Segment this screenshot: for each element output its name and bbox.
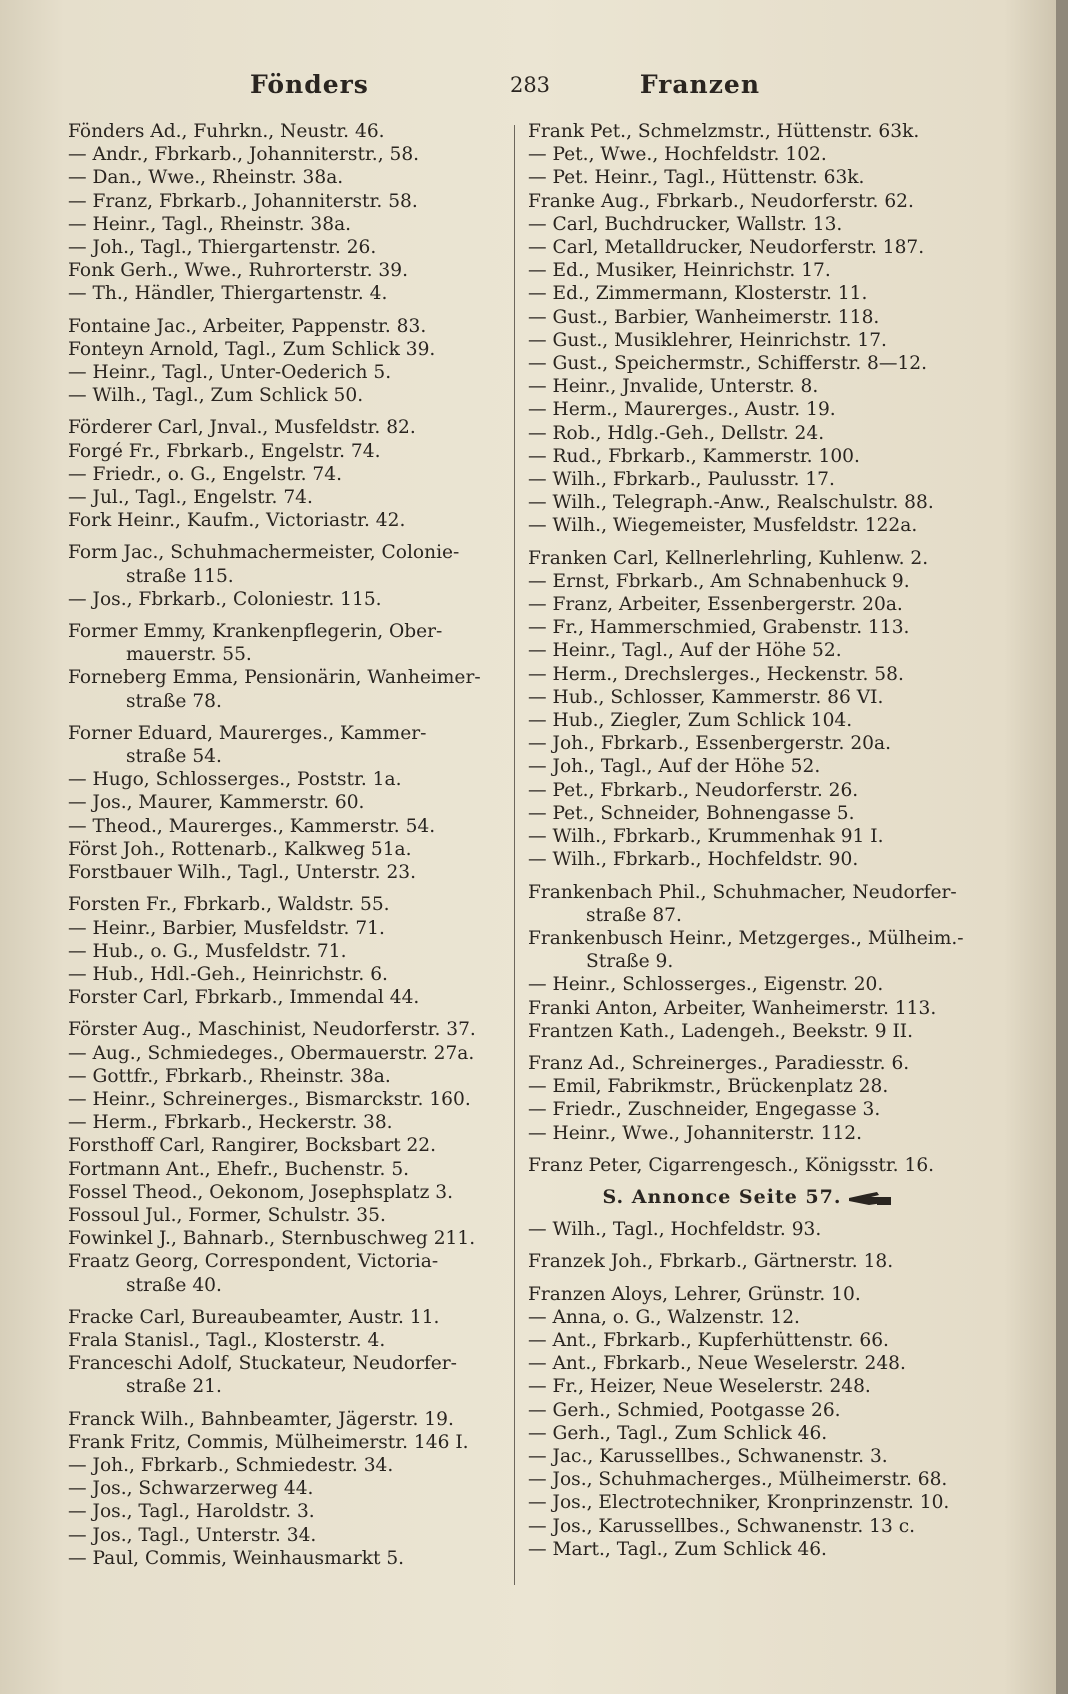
directory-entry <box>528 732 968 755</box>
entry-line: Forsthoff Carl, Rangirer, Bocksbart 22. <box>68 1135 437 1157</box>
directory-entry <box>68 838 498 861</box>
directory-entry <box>68 588 498 611</box>
entry-line: — Wilh., Fbrkarb., Hochfeldstr. 90. <box>528 849 859 871</box>
entry-line: — Heinr., Jnvalide, Unterstr. 8. <box>528 376 819 398</box>
entry-line: — Jos., Karussellbes., Schwanenstr. 13 c. <box>528 1515 916 1537</box>
directory-entry <box>528 927 968 973</box>
entry-continuation-line: straße 40. <box>126 1274 222 1296</box>
directory-entry <box>528 1375 968 1398</box>
entry-line: Fork Heinr., Kaufm., Victoriastr. 42. <box>68 510 406 532</box>
entry-line: Fossoul Jul., Former, Schulstr. 35. <box>68 1204 386 1226</box>
entry-line: — Wilh., Telegraph.-Anw., Realschulstr. 88. <box>528 492 934 514</box>
directory-entry <box>68 384 498 407</box>
directory-entry <box>68 1306 498 1329</box>
directory-entry <box>68 190 498 213</box>
directory-entry <box>68 486 498 509</box>
entry-line: — Franz, Arbeiter, Essenbergerstr. 20a. <box>528 594 903 616</box>
directory-entry <box>68 1088 498 1111</box>
directory-entry <box>528 1283 968 1306</box>
directory-entry <box>528 1352 968 1375</box>
entry-continuation-line: straße 78. <box>126 690 222 712</box>
directory-entry <box>68 986 498 1009</box>
directory-entry <box>528 1422 968 1445</box>
directory-entry <box>528 997 968 1020</box>
directory-entry <box>68 620 498 666</box>
page-number: 283 <box>509 73 551 97</box>
directory-entry <box>68 213 498 236</box>
entry-line: — Joh., Fbrkarb., Schmiedestr. 34. <box>68 1454 394 1476</box>
entry-line: Fonk Gerh., Wwe., Ruhrorterstr. 39. <box>68 260 408 282</box>
entry-line: — Herm., Maurerges., Austr. 19. <box>528 399 836 421</box>
entry-line: — Jos., Maurer, Kammerstr. 60. <box>68 792 365 814</box>
directory-entry <box>528 306 968 329</box>
directory-entry <box>68 815 498 838</box>
entry-line: — Jos., Electrotechniker, Kronprinzenstr. 10. <box>528 1492 950 1514</box>
entry-line: — Heinr., Wwe., Johanniterstr. 112. <box>528 1122 863 1144</box>
entry-line: — Gust., Speichermstr., Schifferstr. 8—12. <box>528 353 928 375</box>
page-edge <box>1056 0 1068 1694</box>
entry-line: Fönders Ad., Fuhrkn., Neustr. 46. <box>68 121 385 142</box>
entry-line: — Pet., Schneider, Bohnengasse 5. <box>528 802 855 824</box>
entry-line: — Jos., Schuhmacherges., Mülheimerstr. 68. <box>528 1469 948 1491</box>
entry-line: Förderer Carl, Jnval., Musfeldstr. 82. <box>68 417 416 439</box>
header-left-keyword: Fönders <box>250 70 369 99</box>
entry-line: Forsten Fr., Fbrkarb., Waldstr. 55. <box>68 894 390 916</box>
directory-entry <box>528 1538 968 1561</box>
directory-entry <box>68 541 498 587</box>
entry-line: Franz Ad., Schreinerges., Paradiesstr. 6. <box>528 1052 910 1074</box>
directory-entry <box>68 917 498 940</box>
entry-line: — Ant., Fbrkarb., Neue Weselerstr. 248. <box>528 1353 906 1375</box>
entry-continuation-line: mauerstr. 55. <box>126 644 252 666</box>
directory-entry <box>528 616 968 639</box>
directory-entry <box>68 338 498 361</box>
directory-entry <box>68 463 498 486</box>
entry-line: — Andr., Fbrkarb., Johanniterstr., 58. <box>68 144 420 166</box>
directory-entry <box>528 1445 968 1468</box>
entry-line: — Wilh., Wiegemeister, Musfeldstr. 122a. <box>528 515 918 537</box>
entry-line: Fonteyn Arnold, Tagl., Zum Schlick 39. <box>68 338 436 360</box>
entry-line: — Hugo, Schlosserges., Poststr. 1a. <box>68 769 402 791</box>
entry-line: — Hub., Ziegler, Zum Schlick 104. <box>528 710 853 732</box>
directory-entry <box>528 259 968 282</box>
directory-entry <box>528 1515 968 1538</box>
directory-entry <box>68 509 498 532</box>
directory-entry <box>68 1352 498 1398</box>
directory-entry <box>68 259 498 282</box>
directory-entry <box>528 779 968 802</box>
entry-line: — Jos., Schwarzerweg 44. <box>68 1478 314 1500</box>
entry-line: — Franz, Fbrkarb., Johanniterstr. 58. <box>68 190 418 212</box>
entry-line: Former Emmy, Krankenpflegerin, Ober- <box>68 621 443 643</box>
directory-entry <box>528 755 968 778</box>
directory-entry <box>528 1122 968 1145</box>
entry-line: — Wilh., Tagl., Hochfeldstr. 93. <box>528 1219 822 1241</box>
directory-entry <box>68 1018 498 1041</box>
entry-line: Fracke Carl, Bureaubeamter, Austr. 11. <box>68 1306 440 1328</box>
entry-continuation-line: straße 21. <box>126 1376 222 1398</box>
entry-line: — Jos., Tagl., Unterstr. 34. <box>68 1524 317 1546</box>
entry-line: Forgé Fr., Fbrkarb., Engelstr. 74. <box>68 440 381 462</box>
directory-entry <box>68 236 498 259</box>
directory-entry <box>528 881 968 927</box>
entry-line: — Theod., Maurerges., Kammerstr. 54. <box>68 815 436 837</box>
entry-line: Forneberg Emma, Pensionärin, Wanheimer- <box>68 667 481 689</box>
directory-entry <box>528 686 968 709</box>
entry-line: Frank Pet., Schmelzmstr., Hüttenstr. 63k. <box>528 121 920 142</box>
directory-entry <box>528 825 968 848</box>
entry-line: Forner Eduard, Maurerges., Kammer- <box>68 722 427 744</box>
annonce-reference <box>528 1186 968 1209</box>
directory-entry <box>68 315 498 338</box>
entry-line: — Hub., Schlosser, Kammerstr. 86 VI. <box>528 686 884 708</box>
entry-line: — Herm., Drechslerges., Heckenstr. 58. <box>528 663 904 685</box>
entry-line: — Ernst, Fbrkarb., Am Schnabenhuck 9. <box>528 570 910 592</box>
directory-entry <box>528 973 968 996</box>
entry-line: — Jul., Tagl., Engelstr. 74. <box>68 487 313 509</box>
entry-line: — Gust., Barbier, Wanheimerstr. 118. <box>528 306 880 328</box>
entry-line: — Gust., Musiklehrer, Heinrichstr. 17. <box>528 329 887 351</box>
directory-entry <box>528 491 968 514</box>
entry-line: — Jos., Tagl., Haroldstr. 3. <box>68 1501 315 1523</box>
entry-line: — Ed., Zimmermann, Klosterstr. 11. <box>528 283 868 305</box>
directory-entry <box>68 1158 498 1181</box>
directory-entry <box>68 1134 498 1157</box>
entry-line: — Aug., Schmiedeges., Obermauerstr. 27a. <box>68 1042 475 1064</box>
entry-line: — Wilh., Fbrkarb., Paulusstr. 17. <box>528 469 835 491</box>
directory-entry <box>68 440 498 463</box>
entry-line: — Th., Händler, Thiergartenstr. 4. <box>68 283 388 305</box>
entry-line: Frankenbach Phil., Schuhmacher, Neudorfer- <box>528 881 957 903</box>
entry-line: Fraatz Georg, Correspondent, Victoria- <box>68 1251 439 1273</box>
entry-line: Form Jac., Schuhmachermeister, Colonie- <box>68 542 460 564</box>
entry-line: — Emil, Fabrikmstr., Brückenplatz 28. <box>528 1076 889 1098</box>
entry-line: — Pet. Heinr., Tagl., Hüttenstr. 63k. <box>528 167 865 189</box>
directory-entry <box>68 1477 498 1500</box>
header-right-keyword: Franzen <box>639 70 760 99</box>
directory-entry <box>528 1020 968 1043</box>
directory-entry <box>528 213 968 236</box>
entry-line: Förster Aug., Maschinist, Neudorferstr. 37. <box>68 1019 476 1041</box>
directory-entry <box>68 1227 498 1250</box>
directory-entry <box>528 514 968 537</box>
entry-line: — Wilh., Tagl., Zum Schlick 50. <box>68 385 364 407</box>
directory-entry <box>68 1500 498 1523</box>
page-header <box>60 70 1000 110</box>
entry-line: — Carl, Buchdrucker, Wallstr. 13. <box>528 213 843 235</box>
entry-line: — Wilh., Fbrkarb., Krummenhak 91 I. <box>528 826 884 848</box>
directory-entry <box>528 848 968 871</box>
directory-entry <box>528 468 968 491</box>
directory-entry <box>528 547 968 570</box>
directory-entry <box>68 1329 498 1352</box>
directory-entry <box>528 1399 968 1422</box>
entry-line: Franke Aug., Fbrkarb., Neudorferstr. 62. <box>528 190 914 212</box>
directory-entry <box>528 663 968 686</box>
entry-line: Frantzen Kath., Ladengeh., Beekstr. 9 II. <box>528 1020 914 1042</box>
entry-line: — Fr., Heizer, Neue Weselerstr. 248. <box>528 1376 871 1398</box>
directory-entry <box>68 722 498 768</box>
entry-line: — Joh., Tagl., Thiergartenstr. 26. <box>68 237 377 259</box>
directory-entry <box>68 1250 498 1296</box>
directory-entry <box>528 190 968 213</box>
annonce-text: S. Annonce Seite 57. <box>602 1185 842 1208</box>
directory-entry <box>68 1204 498 1227</box>
entry-line: — Heinr., Barbier, Musfeldstr. 71. <box>68 917 385 939</box>
entry-line: Frank Fritz, Commis, Mülheimerstr. 146 I. <box>68 1431 469 1453</box>
entry-line: Forstbauer Wilh., Tagl., Unterstr. 23. <box>68 862 417 884</box>
directory-entry <box>528 1154 968 1177</box>
directory-entry <box>68 1111 498 1134</box>
directory-entry <box>528 1218 968 1241</box>
entry-line: — Herm., Fbrkarb., Heckerstr. 38. <box>68 1112 393 1134</box>
entry-line: Franken Carl, Kellnerlehrling, Kuhlenw. 2. <box>528 547 929 569</box>
entry-continuation-line: straße 87. <box>586 904 682 926</box>
entry-line: — Heinr., Schlosserges., Eigenstr. 20. <box>528 974 884 996</box>
entry-line: Fortmann Ant., Ehefr., Buchenstr. 5. <box>68 1158 410 1180</box>
directory-entry <box>68 1431 498 1454</box>
entry-line: — Hub., o. G., Musfeldstr. 71. <box>68 940 347 962</box>
entry-line: Först Joh., Rottenarb., Kalkweg 51a. <box>68 838 412 860</box>
entry-line: Franz Peter, Cigarrengesch., Königsstr. 16. <box>528 1154 935 1176</box>
entry-line: Franzen Aloys, Lehrer, Grünstr. 10. <box>528 1283 861 1305</box>
entry-line: — Pet., Fbrkarb., Neudorferstr. 26. <box>528 779 859 801</box>
directory-entry <box>528 802 968 825</box>
directory-entry <box>528 1329 968 1352</box>
entry-line: — Joh., Fbrkarb., Essenbergerstr. 20a. <box>528 733 891 755</box>
column-divider <box>514 125 515 1585</box>
entry-line: — Heinr., Tagl., Rheinstr. 38a. <box>68 213 352 235</box>
directory-entry <box>68 1408 498 1431</box>
directory-entry <box>68 166 498 189</box>
entry-line: Franki Anton, Arbeiter, Wanheimerstr. 113. <box>528 997 937 1019</box>
directory-entry <box>528 709 968 732</box>
directory-entry <box>68 1547 498 1570</box>
entry-line: — Dan., Wwe., Rheinstr. 38a. <box>68 167 344 189</box>
entry-line: Frankenbusch Heinr., Metzgerges., Mülheim.- <box>528 927 964 949</box>
pointing-hand-icon <box>847 1189 893 1207</box>
entry-line: — Jac., Karussellbes., Schwanenstr. 3. <box>528 1445 888 1467</box>
directory-entry <box>68 1065 498 1088</box>
directory-entry <box>68 963 498 986</box>
directory-entry <box>68 1454 498 1477</box>
directory-entry <box>68 1524 498 1547</box>
directory-entry <box>68 791 498 814</box>
entry-line: — Carl, Metalldrucker, Neudorferstr. 187. <box>528 237 925 259</box>
entry-line: Forster Carl, Fbrkarb., Immendal 44. <box>68 987 420 1009</box>
directory-entry <box>528 329 968 352</box>
entry-line: — Hub., Hdl.-Geh., Heinrichstr. 6. <box>68 963 388 985</box>
entry-line: — Ed., Musiker, Heinrichstr. 17. <box>528 260 831 282</box>
directory-entry <box>528 1075 968 1098</box>
entry-continuation-line: straße 54. <box>126 746 222 768</box>
entry-line: — Mart., Tagl., Zum Schlick 46. <box>528 1538 827 1560</box>
entry-line: — Rud., Fbrkarb., Kammerstr. 100. <box>528 445 860 467</box>
directory-entry <box>528 639 968 662</box>
entry-line: — Fr., Hammerschmied, Grabenstr. 113. <box>528 617 910 639</box>
entry-line: — Joh., Tagl., Auf der Höhe 52. <box>528 756 821 778</box>
directory-entry <box>528 422 968 445</box>
directory-entry <box>68 143 498 166</box>
directory-entry <box>528 375 968 398</box>
directory-entry <box>68 361 498 384</box>
entry-line: — Friedr., o. G., Engelstr. 74. <box>68 463 342 485</box>
entry-line: Franck Wilh., Bahnbeamter, Jägerstr. 19. <box>68 1408 454 1430</box>
directory-entry <box>68 282 498 305</box>
directory-entry <box>528 282 968 305</box>
entry-line: — Pet., Wwe., Hochfeldstr. 102. <box>528 144 827 166</box>
directory-entry <box>68 666 498 712</box>
entry-line: Frala Stanisl., Tagl., Klosterstr. 4. <box>68 1329 386 1351</box>
directory-entry <box>68 861 498 884</box>
directory-entry <box>68 416 498 439</box>
directory-entry <box>528 166 968 189</box>
directory-entry <box>528 1250 968 1273</box>
directory-entry <box>528 143 968 166</box>
entry-line: — Ant., Fbrkarb., Kupferhüttenstr. 66. <box>528 1329 889 1351</box>
directory-entry <box>68 768 498 791</box>
entry-line: — Friedr., Zuschneider, Engegasse 3. <box>528 1099 881 1121</box>
entry-continuation-line: straße 115. <box>126 565 234 587</box>
entry-line: Fossel Theod., Oekonom, Josephsplatz 3. <box>68 1181 454 1203</box>
directory-entry <box>528 1468 968 1491</box>
entry-line: — Heinr., Tagl., Auf der Höhe 52. <box>528 640 842 662</box>
entry-line: — Paul, Commis, Weinhausmarkt 5. <box>68 1547 405 1569</box>
directory-entry <box>528 236 968 259</box>
directory-entry <box>528 445 968 468</box>
entry-line: — Heinr., Tagl., Unter-Oederich 5. <box>68 362 392 384</box>
entry-line: Franzek Joh., Fbrkarb., Gärtnerstr. 18. <box>528 1251 894 1273</box>
directory-entry <box>68 893 498 916</box>
directory-entry <box>528 1052 968 1075</box>
right-column <box>528 120 968 1561</box>
entry-line: — Rob., Hdlg.-Geh., Dellstr. 24. <box>528 422 825 444</box>
directory-entry <box>528 593 968 616</box>
entry-line: — Heinr., Schreinerges., Bismarckstr. 160. <box>68 1088 471 1110</box>
entry-line: — Jos., Fbrkarb., Coloniestr. 115. <box>68 588 382 610</box>
entry-line: — Gottfr., Fbrkarb., Rheinstr. 38a. <box>68 1065 391 1087</box>
directory-entry <box>528 570 968 593</box>
directory-entry <box>528 1098 968 1121</box>
entry-line: — Gerh., Tagl., Zum Schlick 46. <box>528 1422 828 1444</box>
entry-line: — Gerh., Schmied, Pootgasse 26. <box>528 1399 841 1421</box>
directory-entry <box>528 352 968 375</box>
directory-entry <box>68 120 498 143</box>
entry-line: Fowinkel J., Bahnarb., Sternbuschweg 211. <box>68 1228 476 1250</box>
directory-entry <box>528 398 968 421</box>
entry-line: Franceschi Adolf, Stuckateur, Neudorfer- <box>68 1353 457 1375</box>
entry-line: Fontaine Jac., Arbeiter, Pappenstr. 83. <box>68 315 427 337</box>
directory-entry <box>528 1306 968 1329</box>
entry-line: — Anna, o. G., Walzenstr. 12. <box>528 1306 800 1328</box>
directory-entry <box>68 940 498 963</box>
directory-entry <box>68 1181 498 1204</box>
directory-entry <box>68 1042 498 1065</box>
directory-entry <box>528 1491 968 1514</box>
left-column <box>68 120 498 1570</box>
entry-continuation-line: Straße 9. <box>586 951 674 973</box>
directory-entry <box>528 120 968 143</box>
